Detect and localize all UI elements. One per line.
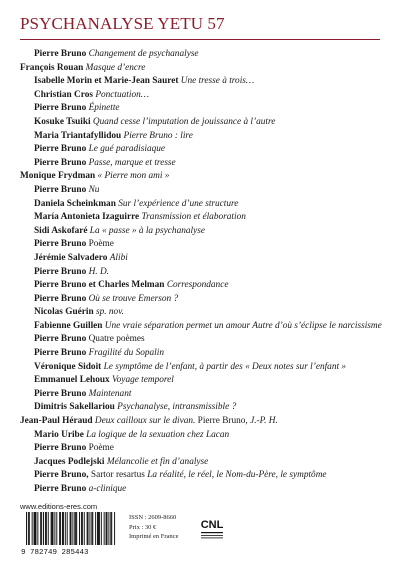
toc-author: Nicolas Guérin [34,307,94,318]
printed-in-text: Imprimé en France [129,533,179,540]
barcode-bar [32,512,33,545]
toc-title: Fragilité du Sopalin [88,348,164,359]
toc-author: Sidi Askofaré [34,225,88,236]
toc-author: Mario Uribe [34,429,84,440]
barcode-bar [79,512,80,545]
barcode-bar [60,512,61,545]
isbn-barcode [20,512,118,556]
barcode-bar [35,512,36,545]
barcode-bar [46,512,47,545]
page-title: PSYCHANALYSE YETU 57 [20,14,225,33]
barcode-bar [74,512,75,545]
toc-entry [20,361,382,375]
toc-author: Pierre Bruno [34,157,87,168]
toc-title: « Pierre mon ami » [97,171,170,182]
toc-author: Pierre Bruno [34,348,87,359]
toc-entry [20,347,382,361]
toc-title: Mélancolie et fin d’analyse [106,456,209,467]
toc-author: Isabelle Morin et Marie-Jean Sauret [34,76,179,87]
toc-author: Jacques Podlejski [34,456,105,467]
toc-author: Dimitris Sakellariou [34,402,115,413]
issn-block [129,513,178,542]
barcode-bar [35,512,36,545]
barcode-bar [75,512,76,545]
footer [20,502,380,558]
barcode-bar [76,512,77,545]
barcode-bar [106,512,107,545]
barcode-bar [65,512,66,545]
toc-title: Poème [88,239,114,250]
toc-title: sp. nov. [95,307,124,318]
toc-subtitle: Sartor resartus [90,470,148,481]
toc-title: Une tresse à trois… [180,76,255,87]
toc-title: Masque d’encre [85,62,146,73]
toc-entry [20,401,382,415]
toc-title: Nu [88,184,100,195]
barcode-bar [81,512,82,545]
toc-entry [20,211,382,225]
barcode-bar [108,512,109,545]
toc-entry [20,483,382,497]
toc-title: Le symptôme de l’enfant, à partir des « Deux notes sur l’enfant » [103,361,347,372]
toc-author: Jérémie Salvadero [34,252,108,263]
barcode-bar [51,512,52,545]
toc-entry [20,62,382,76]
toc-author: Maria Triantafyllidou [34,130,122,141]
barcode-bar [99,512,100,545]
toc-author: Pierre Bruno [34,103,87,114]
toc-entry [20,293,382,307]
toc-author: Pierre Bruno [34,144,87,155]
toc-author: Pierre Bruno [34,239,87,250]
toc-title: a-clinique [88,484,127,494]
table-of-contents [20,48,382,497]
cnl-logo-icon [198,514,226,542]
barcode-bar [59,512,60,545]
toc-entry [20,75,382,89]
issn-text: ISSN : 2609-8660 [129,514,177,521]
toc-author: Pierre Bruno [34,484,87,494]
toc-entry [20,116,382,130]
toc-title: Poème [88,443,114,454]
toc-author: Fabienne Guillen [34,320,103,331]
barcode-bar [84,512,85,545]
barcode-bar [114,512,115,545]
toc-title: La « passe » à la psychanalyse [89,225,205,236]
toc-entry [20,333,382,347]
barcode-bar [62,512,63,545]
toc-entry [20,388,382,402]
toc-entry [20,429,382,443]
publisher-website[interactable]: www.editions-eres.com [20,502,98,511]
toc-author: Pierre Bruno [34,49,87,59]
barcode-bar [28,512,29,545]
toc-entry [20,143,382,157]
toc-title: Où se trouve Emerson ? [88,293,179,304]
toc-extra-italic: J.-P. H. [250,416,278,427]
toc-title: Le gué paradisiaque [88,144,166,155]
barcode-bar [43,512,44,545]
barcode-bar [41,512,42,545]
toc-entry [20,198,382,212]
toc-title: Quand cesse l’imputation de jouissance à l’autre [92,116,276,127]
barcode-bar [71,512,72,545]
toc-author: Pierre Bruno [34,443,87,454]
toc-entry [20,102,382,116]
toc-author: Véronique Sidoit [34,361,102,372]
title-rule [20,39,380,40]
toc-entry [20,184,382,198]
toc-author: Pierre Bruno [34,266,87,277]
barcode-bar [53,512,54,545]
toc-entry [20,456,382,470]
toc-author: Jean-Paul Héraud [20,416,93,427]
toc-title: Deux cailloux sur le divan. [94,416,196,427]
barcode-bar [70,512,71,545]
toc-title: Pierre Bruno : lire [123,130,193,141]
toc-entry [20,442,382,456]
toc-title: Sur l’expérience d’une structure [118,198,239,209]
toc-entry [20,48,382,62]
toc-author: Pierre Bruno [34,334,87,345]
barcode-bar [89,512,90,545]
barcode-bar [101,512,102,545]
barcode-bar [82,512,83,545]
toc-title: Voyage temporel [112,375,174,386]
toc-entry [20,170,382,184]
toc-title: Transmission et élaboration [141,212,246,223]
toc-entry [20,89,382,103]
barcode-bar [111,512,112,545]
toc-title: La réalité, le réel, le Nom-du-Père, le symptôme [147,470,327,481]
toc-author: Pierre Bruno, [34,470,89,481]
toc-entry [20,306,382,320]
barcode-bar [26,512,27,545]
barcode-bar [95,512,96,545]
toc-title: La logique de la sexuation chez Lacan [86,429,230,440]
barcode-bar [67,512,68,545]
toc-author: Monique Frydman [20,171,96,182]
barcode-bar [97,512,98,545]
barcode-bar [56,512,57,545]
toc-author: Pierre Bruno [34,184,87,195]
barcode-bar [63,512,64,545]
toc-title: Maintenant [88,388,132,399]
toc-author: Emmanuel Lehoux [34,375,110,386]
barcode-bar [45,512,46,545]
toc-author: Pierre Bruno [34,293,87,304]
toc-author: Pierre Bruno [34,388,87,399]
toc-author: Daniela Scheinkman [34,198,116,209]
toc-title: Une vraie séparation permet un amour Autre d’où s’éclipse le narcissisme [104,320,382,331]
toc-entry [20,320,382,334]
toc-title: Correspondance [166,280,229,291]
toc-title: Alibi [109,252,128,263]
barcode-bar [87,512,88,545]
barcode-bar [54,512,55,545]
toc-title: Ponctuation… [95,89,150,100]
toc-entry [20,238,382,252]
toc-entry [20,252,382,266]
toc-extra: Pierre Bruno, [195,416,251,427]
toc-author: François Rouan [20,62,84,73]
toc-author: Pierre Bruno et Charles Melman [34,280,165,291]
toc-author: María Antonieta Izaguirre [34,212,140,223]
toc-entry [20,469,382,483]
toc-title: Psychanalyse, intransmissible ? [117,402,237,413]
toc-title: Passe, marque et tresse [88,157,176,168]
barcode-bar [37,512,38,545]
toc-author: Christian Cros [34,89,93,100]
barcode-bar [98,512,99,545]
barcode-number: 9 782749 285443 [21,549,89,556]
barcode-bar [40,512,41,545]
toc-entry [20,415,382,429]
toc-entry [20,225,382,239]
price-text: Prix : 30 € [129,523,157,531]
barcode-bar [92,512,93,545]
toc-title: Changement de psychanalyse [88,49,199,59]
toc-entry [20,279,382,293]
toc-title: Quatre poèmes [88,334,145,345]
barcode-bar [107,512,108,545]
barcode-bar [72,512,73,545]
barcode-bar [29,512,30,545]
svg-text:CNL: CNL [200,519,224,531]
barcode-bar [88,512,89,545]
barcode-bar [48,512,49,545]
toc-title: Épinette [88,103,120,114]
toc-author: Kosuke Tsuiki [34,116,91,127]
barcode-bar [91,512,92,545]
toc-entry [20,130,382,144]
toc-title: H. D. [88,266,109,277]
barcode-bar [34,512,35,545]
toc-entry [20,266,382,280]
toc-entry [20,157,382,171]
barcode-bar [104,512,105,545]
barcode-bar [110,512,111,545]
barcode-bar [52,512,53,545]
toc-entry [20,374,382,388]
